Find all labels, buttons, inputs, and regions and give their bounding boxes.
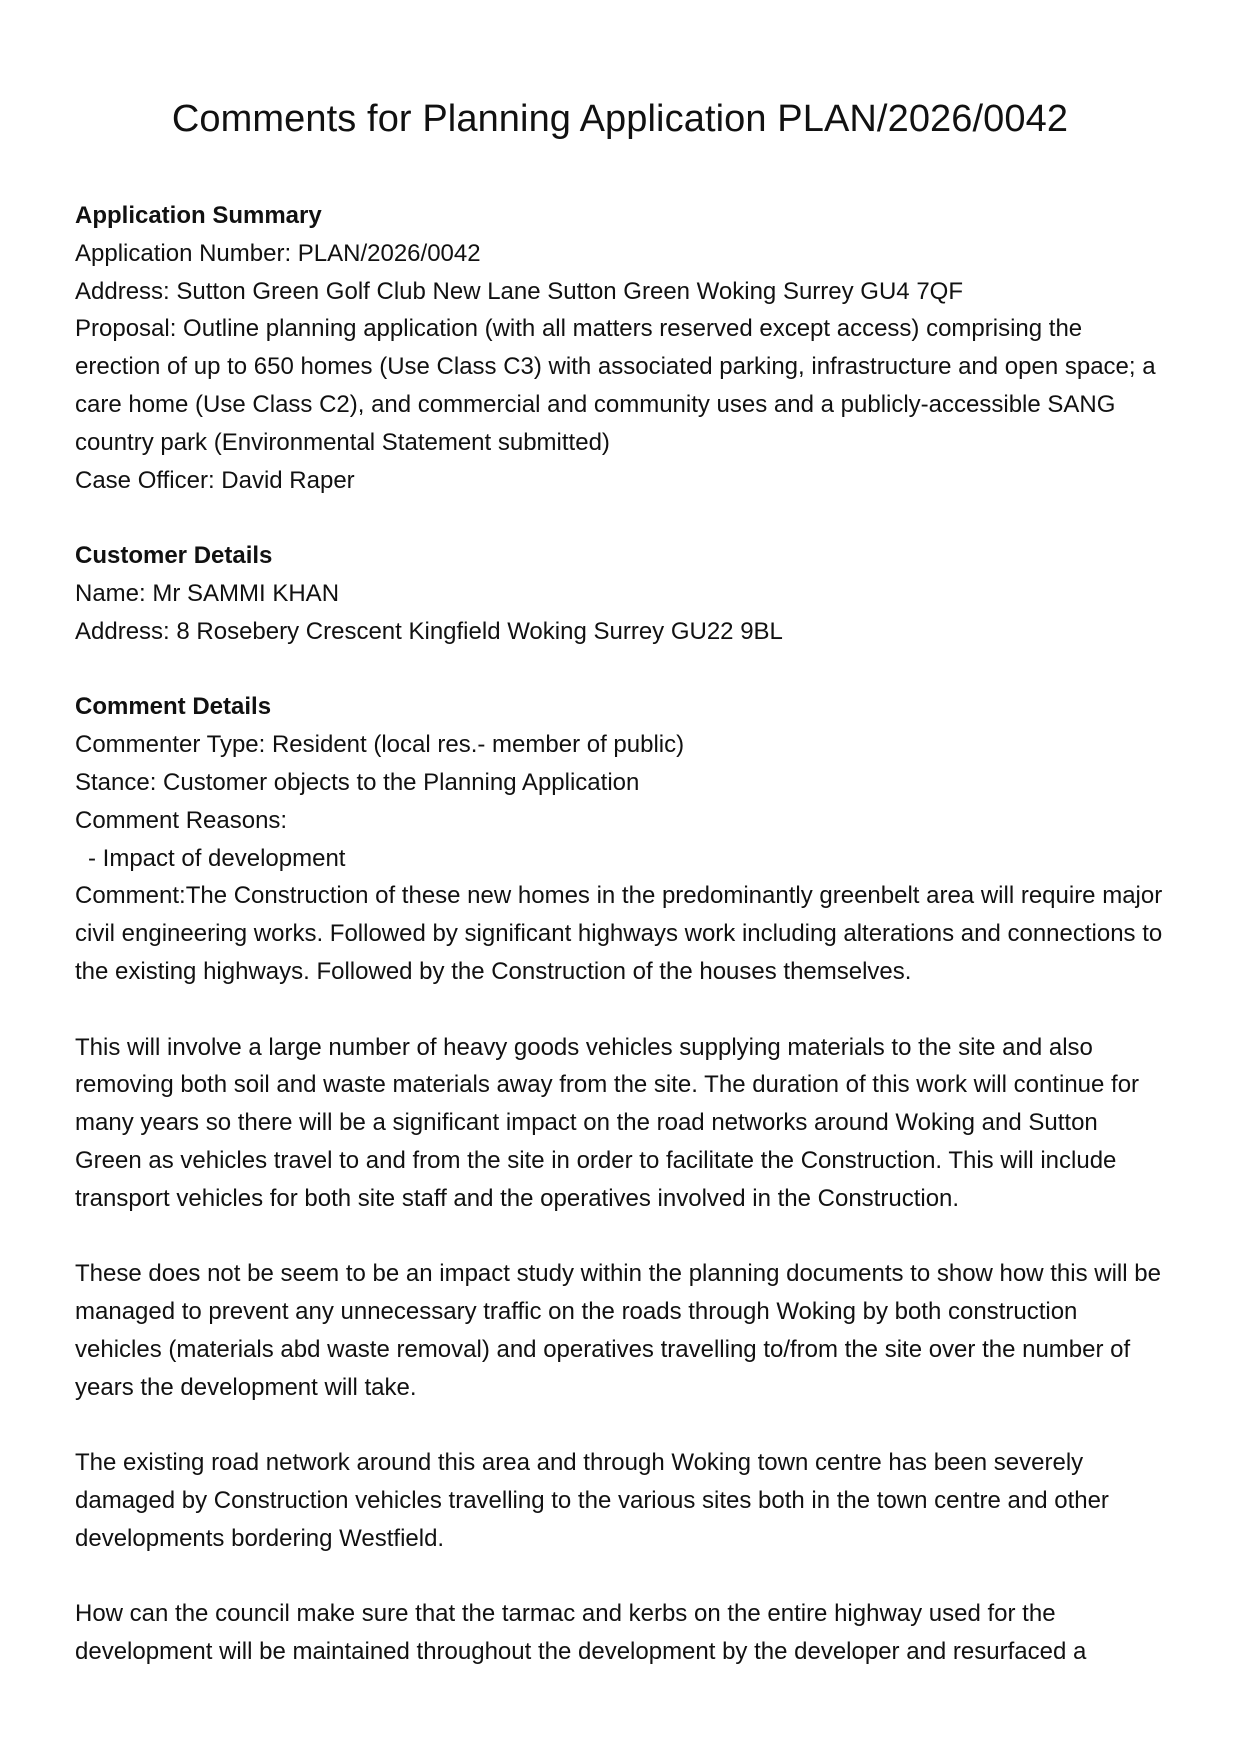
document-body (75, 197, 1165, 1671)
comment-paragraph: This will involve a large number of heavy goods vehicles supplying materials to the site and also removing both soil and waste materials away from the site. The duration of this work will continue for many years so there will be a significant impact on the road networks around Woking and Sutton Green as vehicles travel to and from the site in order to facilitate the Construction. This will include transport vehicles for both site staff and the operatives involved in the Construction. (75, 1033, 1140, 1212)
comment-paragraph: Comment:The Construction of these new homes in the predominantly greenbelt area will require major civil engineering works. Followed by significant highways work including alterations and connections to the existing highways. Followed by the Construction of the houses themselves. (75, 882, 1163, 985)
comment-stance: Stance: Customer objects to the Planning Application (75, 768, 640, 796)
customer-details-section (75, 537, 1165, 650)
comment-paragraph: How can the council make sure that the tarmac and kerbs on the entire highway used for the development will be maintained throughout the development by the developer and resurfaced a (75, 1600, 1087, 1666)
comment-details-section (75, 688, 1165, 1671)
application-proposal: Proposal: Outline planning application (with all matters reserved except access) comprising the erection of up to 650 homes (Use Class C3) with associated parking, infrastructure and open space; a care home (Use Class C2), and commercial and community uses and a publicly-accessible SANG country park (Environmental Statement submitted) (75, 315, 1156, 456)
customer-name: Name: Mr SAMMI KHAN (75, 579, 340, 607)
case-officer: Case Officer: David Raper (75, 466, 355, 494)
page-title: Comments for Planning Application PLAN/2026/0042 (171, 98, 1069, 140)
application-summary-heading: Application Summary (75, 202, 322, 229)
application-number: Application Number: PLAN/2026/0042 (75, 239, 481, 267)
comment-reason-item: - Impact of development (88, 844, 346, 872)
comment-paragraph: These does not be seem to be an impact study within the planning documents to show how this will be managed to prevent any unnecessary traffic on the roads through Woking by both construction vehicles (materials abd waste removal) and operatives travelling to/from the site over the number of years the development will take. (75, 1260, 1161, 1401)
comment-details-heading: Comment Details (75, 693, 272, 721)
customer-address: Address: 8 Rosebery Crescent Kingfield Woking Surrey GU22 9BL (75, 617, 783, 645)
comment-reasons-label: Comment Reasons: (75, 806, 288, 834)
application-address: Address: Sutton Green Golf Club New Lane Sutton Green Woking Surrey GU4 7QF (75, 277, 963, 305)
comment-paragraph: The existing road network around this area and through Woking town centre has been severely damaged by Construction vehicles travelling to the various sites both in the town centre and other developments bordering Westfield. (75, 1449, 1109, 1552)
customer-details-heading: Customer Details (75, 542, 273, 570)
commenter-type: Commenter Type: Resident (local res.- member of public) (75, 731, 685, 759)
application-summary-section (75, 197, 1165, 499)
